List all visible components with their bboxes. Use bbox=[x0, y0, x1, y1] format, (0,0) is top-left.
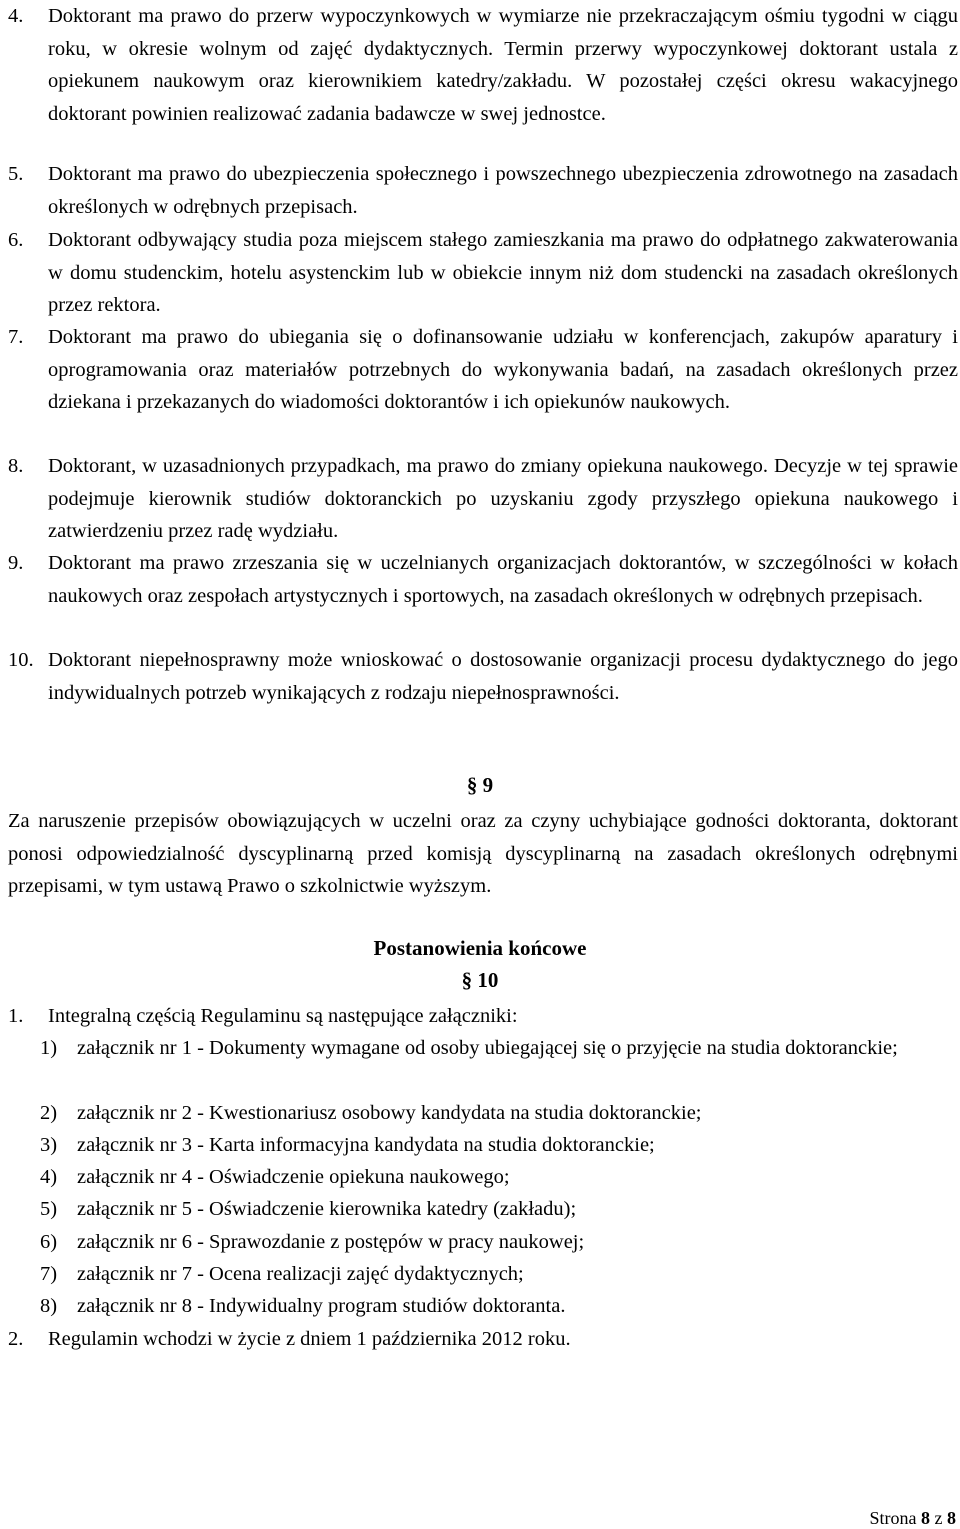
attachment-8 bbox=[40, 1290, 958, 1323]
list-item-5 bbox=[8, 158, 958, 223]
list-item-text: Doktorant ma prawo do przerw wypoczynkowych w wymiarze nie przekraczającym ośmiu tygodni w ciągu roku, w okresie wolnym od zajęć dydaktycznych. Termin przerwy wypoczynkowej doktorant ustala z opiekunem naukowym oraz kierownikiem katedry/zakładu. W pozostałej części okresu wakacyjnego doktorant powinien realizować zadania badawcze w swej jednostce. bbox=[48, 5, 958, 125]
attachment-3 bbox=[40, 1129, 958, 1162]
page-number-footer bbox=[870, 1508, 957, 1529]
attachment-number: 4) bbox=[40, 1166, 58, 1188]
list-item-text: Integralną częścią Regulaminu są następujące załączniki: bbox=[48, 1005, 518, 1027]
list-item-number: 10. bbox=[8, 649, 34, 671]
list-item-text: Doktorant niepełnosprawny może wnioskować o dostosowanie organizacji procesu dydaktycznego do jego indywidualnych potrzeb wynikających z rodzaju niepełnosprawności. bbox=[48, 649, 958, 704]
list-item-4 bbox=[8, 0, 958, 130]
section-10-sign: § 10 bbox=[461, 968, 499, 992]
list-item-number: 7. bbox=[8, 326, 24, 348]
list-item-number: 2. bbox=[8, 1328, 24, 1350]
section-9-sign: § 9 bbox=[466, 773, 494, 797]
attachment-number: 6) bbox=[40, 1231, 58, 1253]
total-pages: 8 bbox=[947, 1508, 956, 1528]
attachment-1 bbox=[40, 1032, 958, 1065]
attachment-5 bbox=[40, 1193, 958, 1226]
attachment-2 bbox=[40, 1097, 958, 1130]
list-item-number: 6. bbox=[8, 229, 24, 251]
list-item-text: Doktorant, w uzasadnionych przypadkach, ma prawo do zmiany opiekuna naukowego. Decyzje w tej sprawie podejmuje kierownik studiów doktoranckich po uzyskaniu zgody przyszłego opiekuna naukowego i zatwierdzeniu przez radę wydziału. bbox=[48, 455, 958, 542]
list-item-8 bbox=[8, 450, 958, 548]
list-item-number: 1. bbox=[8, 1005, 24, 1027]
final-point-2 bbox=[8, 1323, 958, 1356]
attachment-number: 5) bbox=[40, 1198, 58, 1220]
list-item-text: Regulamin wchodzi w życie z dniem 1 października 2012 roku. bbox=[48, 1328, 571, 1350]
list-item-number: 9. bbox=[8, 552, 24, 574]
list-item-number: 4. bbox=[8, 5, 24, 27]
attachment-text: załącznik nr 5 - Oświadczenie kierownika katedry (zakładu); bbox=[77, 1198, 577, 1220]
final-provisions-heading: Postanowienia końcowe bbox=[373, 936, 587, 960]
page-label: Strona bbox=[869, 1508, 917, 1528]
attachment-7 bbox=[40, 1258, 958, 1291]
attachment-number: 8) bbox=[40, 1295, 58, 1317]
attachment-number: 2) bbox=[40, 1102, 58, 1124]
page-of-label: z bbox=[934, 1508, 943, 1528]
attachment-text: załącznik nr 4 - Oświadczenie opiekuna naukowego; bbox=[77, 1166, 510, 1188]
list-item-7 bbox=[8, 321, 958, 419]
attachment-4 bbox=[40, 1161, 958, 1194]
attachment-text: załącznik nr 1 - Dokumenty wymagane od osoby ubiegającej się o przyjęcie na studia doktoranckie; bbox=[77, 1037, 898, 1059]
attachment-number: 3) bbox=[40, 1134, 58, 1156]
attachment-text: załącznik nr 8 - Indywidualny program studiów doktoranta. bbox=[77, 1295, 566, 1317]
current-page: 8 bbox=[921, 1508, 930, 1528]
list-item-text: Doktorant ma prawo do ubiegania się o dofinansowanie udziału w konferencjach, zakupów aparatury i oprogramowania oraz materiałów potrzebnych do wykonywania badań, na zasadach określonych przez dziekana i przekazanych do wiadomości doktorantów i ich opiekunów naukowych. bbox=[48, 326, 958, 413]
final-point-1 bbox=[8, 1000, 958, 1033]
attachment-text: załącznik nr 3 - Karta informacyjna kandydata na studia doktoranckie; bbox=[77, 1134, 655, 1156]
attachment-text: załącznik nr 7 - Ocena realizacji zajęć dydaktycznych; bbox=[77, 1263, 524, 1285]
attachment-number: 7) bbox=[40, 1263, 58, 1285]
section-9-text: Za naruszenie przepisów obowiązujących w uczelni oraz za czyny uchybiające godności doktoranta, doktorant ponosi odpowiedzialność dyscyplinarną przed komisją dyscyplinarną na zasadach określonych odrębnymi przepisami, w tym ustawą Prawo o szkolnictwie wyższym. bbox=[8, 810, 958, 897]
list-item-text: Doktorant ma prawo do ubezpieczenia społecznego i powszechnego ubezpieczenia zdrowotnego na zasadach określonych w odrębnych przepisach. bbox=[48, 163, 958, 218]
list-item-text: Doktorant odbywający studia poza miejscem stałego zamieszkania ma prawo do odpłatnego zakwaterowania w domu studenckim, hotelu asystenckim lub w obiekcie innym niż dom studencki na zasadach określonych przez rektora. bbox=[48, 229, 958, 316]
attachment-6 bbox=[40, 1226, 958, 1259]
list-item-number: 8. bbox=[8, 455, 24, 477]
attachment-number: 1) bbox=[40, 1037, 58, 1059]
list-item-text: Doktorant ma prawo zrzeszania się w uczelnianych organizacjach doktorantów, w szczególności w kołach naukowych oraz zespołach artystycznych i sportowych, na zasadach określonych w odrębnych przepisach. bbox=[48, 552, 958, 607]
attachment-text: załącznik nr 2 - Kwestionariusz osobowy kandydata na studia doktoranckie; bbox=[77, 1102, 702, 1124]
attachment-text: załącznik nr 6 - Sprawozdanie z postępów w pracy naukowej; bbox=[77, 1231, 585, 1253]
list-item-6 bbox=[8, 224, 958, 322]
list-item-number: 5. bbox=[8, 163, 24, 185]
list-item-9 bbox=[8, 547, 958, 612]
list-item-10 bbox=[8, 644, 958, 709]
